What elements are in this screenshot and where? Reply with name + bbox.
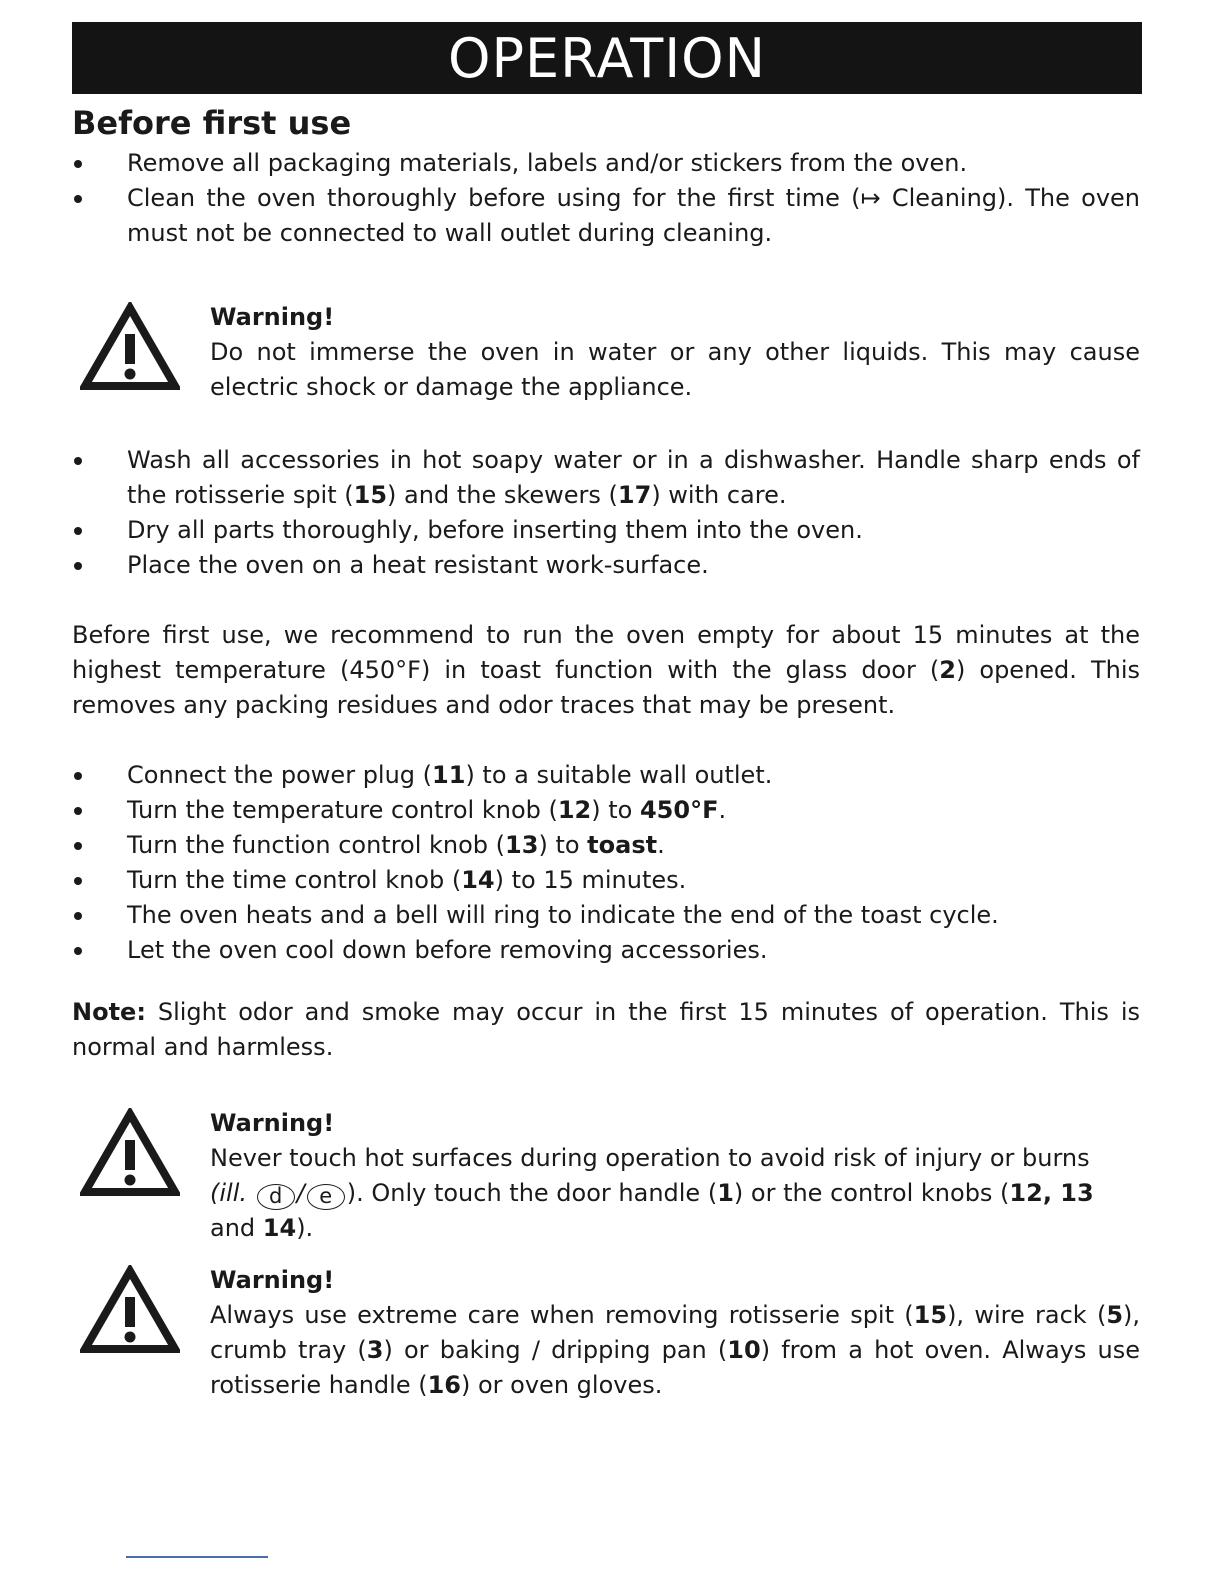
part-number: 5	[1106, 1301, 1124, 1329]
setting-value: toast	[587, 831, 658, 859]
before-use-list	[72, 146, 1140, 251]
list-item: Connect the power plug (11) to a suitable wall outlet.	[72, 758, 1140, 793]
list-item: Wash all accessories in hot soapy water or in a dishwasher. Handle sharp ends of the rotisserie spit (15) and the skewers (17) with care.	[72, 443, 1140, 513]
first-run-paragraph: Before first use, we recommend to run the oven empty for about 15 minutes at the highest temperature (450°F) in toast function with the glass door (2) opened. This removes any packing residues and odor traces that may be present.	[72, 621, 1141, 719]
first-run-steps	[72, 758, 1140, 968]
warning-title: Warning!	[210, 1109, 335, 1137]
part-number: 16	[427, 1371, 461, 1399]
list-item: The oven heats and a bell will ring to indicate the end of the toast cycle.	[72, 898, 1140, 933]
part-number: 13	[505, 831, 539, 859]
list-item: Clean the oven thoroughly before using for the first time (↦ Cleaning). The oven must not be connected to wall outlet during cleaning.	[72, 181, 1140, 251]
part-number: 2	[939, 656, 956, 684]
list-item: Remove all packaging materials, labels and/or stickers from the oven.	[72, 146, 1140, 181]
list-item: Let the oven cool down before removing accessories.	[72, 933, 1140, 968]
note-label: Note:	[72, 998, 146, 1026]
list-item: Place the oven on a heat resistant work-surface.	[72, 548, 1140, 583]
list-item: Turn the temperature control knob (12) to 450°F.	[72, 793, 1140, 828]
part-number: 1	[717, 1179, 734, 1207]
list-item: Dry all parts thoroughly, before inserting them into the oven.	[72, 513, 1140, 548]
warning-triangle-icon	[80, 1265, 180, 1355]
part-number: 12, 13	[1009, 1179, 1094, 1207]
warning-removing-accessories: Warning! Always use extreme care when removing rotisserie spit (15), wire rack (5), crumb tray (3) or baking / dripping pan (10) from a hot oven. Always use rotisserie handle (16) or oven gloves.	[72, 1263, 1140, 1403]
part-number: 12	[557, 796, 592, 824]
illustration-ref-e: e	[307, 1184, 345, 1210]
setting-value: 450°F	[639, 796, 719, 824]
part-number: 14	[461, 866, 495, 894]
note-paragraph: Note: Slight odor and smoke may occur in the first 15 minutes of operation. This is normal and harmless.	[72, 998, 1140, 1061]
section-heading: Before first use	[72, 104, 352, 142]
list-item: Turn the time control knob (14) to 15 minutes.	[72, 863, 1140, 898]
footer-divider	[126, 1556, 268, 1558]
warning-triangle-icon	[80, 1108, 180, 1198]
page-title: OPERATION	[447, 26, 767, 90]
part-number: 17	[617, 481, 652, 509]
warning-triangle-icon	[80, 302, 180, 392]
warning-title: Warning!	[210, 303, 335, 331]
part-number: 15	[353, 481, 388, 509]
preparation-list	[72, 443, 1140, 583]
part-number: 10	[727, 1336, 761, 1364]
part-number: 14	[262, 1214, 297, 1242]
warning-text: Never touch hot surfaces during operation to avoid risk of injury or burns	[210, 1144, 1090, 1172]
warning-title: Warning!	[210, 1266, 335, 1294]
warning-immersion	[72, 300, 1140, 405]
list-item: Turn the function control knob (13) to toast.	[72, 828, 1140, 863]
page-header	[72, 22, 1142, 94]
warning-hot-surfaces: Warning! Never touch hot surfaces during operation to avoid risk of injury or burns (ill. d / e ). Only touch the door handle (1) or the control knobs (12, 13 and 14).	[72, 1106, 1140, 1246]
part-number: 3	[366, 1336, 384, 1364]
part-number: 15	[913, 1301, 948, 1329]
warning-text: Do not immerse the oven in water or any other liquids. This may cause electric shock or damage the appliance.	[210, 338, 1140, 401]
part-number: 11	[432, 761, 466, 789]
illustration-ref-d: d	[257, 1184, 295, 1210]
